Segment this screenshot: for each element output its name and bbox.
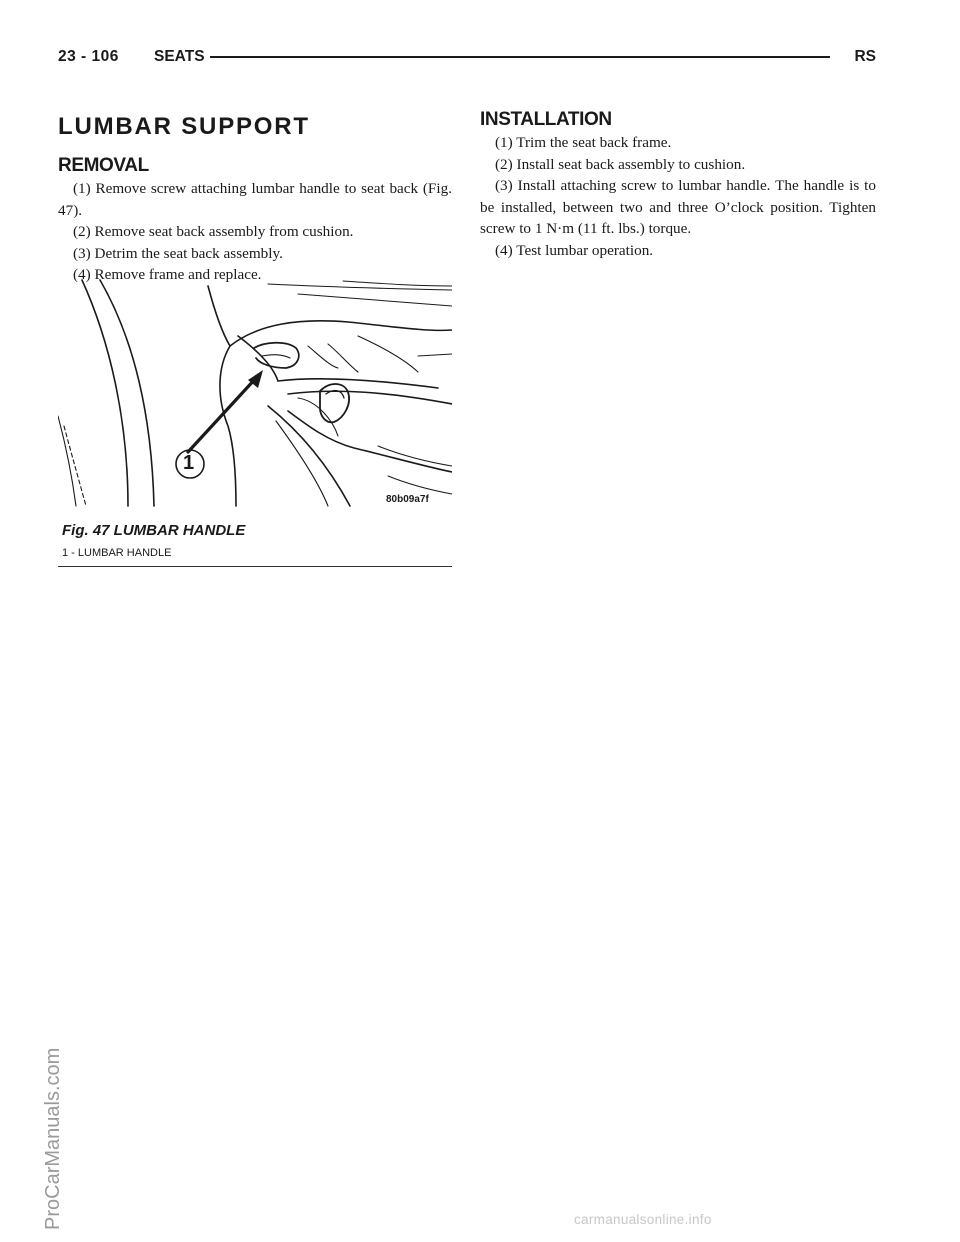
removal-step: (2) Remove seat back assembly from cushion.: [73, 223, 354, 240]
installation-step: (4) Test lumbar operation.: [495, 241, 654, 259]
header-rule: [210, 56, 830, 58]
figure-caption: Fig. 47 LUMBAR HANDLE: [62, 522, 246, 539]
removal-steps: [58, 178, 452, 286]
removal-step: (3) Detrim the seat back assembly.: [73, 244, 283, 262]
page-title: LUMBAR SUPPORT: [58, 113, 310, 140]
model-code: RS: [854, 48, 876, 65]
section-title: SEATS: [154, 48, 205, 65]
page-header: [58, 48, 876, 70]
callout-number: 1: [183, 452, 195, 474]
image-code: 80b09a7f: [386, 494, 429, 505]
figure-legend: 1 - LUMBAR HANDLE: [62, 547, 172, 559]
figure-divider: [58, 566, 452, 567]
installation-step: (2) Install seat back assembly to cushion.: [495, 155, 746, 173]
removal-step: (1) Remove screw attaching lumbar handle to seat back (Fig. 47).: [58, 180, 452, 219]
removal-step: (4) Remove frame and replace.: [73, 266, 262, 283]
page-number: 23 - 106: [58, 48, 119, 65]
right-column: [480, 108, 876, 261]
installation-step: (1) Trim the seat back frame.: [495, 134, 672, 151]
installation-steps: [480, 132, 876, 261]
installation-heading: INSTALLATION: [480, 109, 612, 130]
footer-watermark: carmanualsonline.info: [574, 1212, 712, 1227]
left-column: [58, 108, 452, 286]
lumbar-handle-illustration: [58, 276, 452, 516]
installation-step: (3) Install attaching screw to lumbar handle. The handle is to be installed, between two and three O’clock position. Tighten screw to 1 N·m (11 ft. lbs.) torque.: [480, 177, 876, 237]
side-watermark: ProCarManuals.com: [42, 1047, 64, 1230]
removal-heading: REMOVAL: [58, 155, 149, 176]
